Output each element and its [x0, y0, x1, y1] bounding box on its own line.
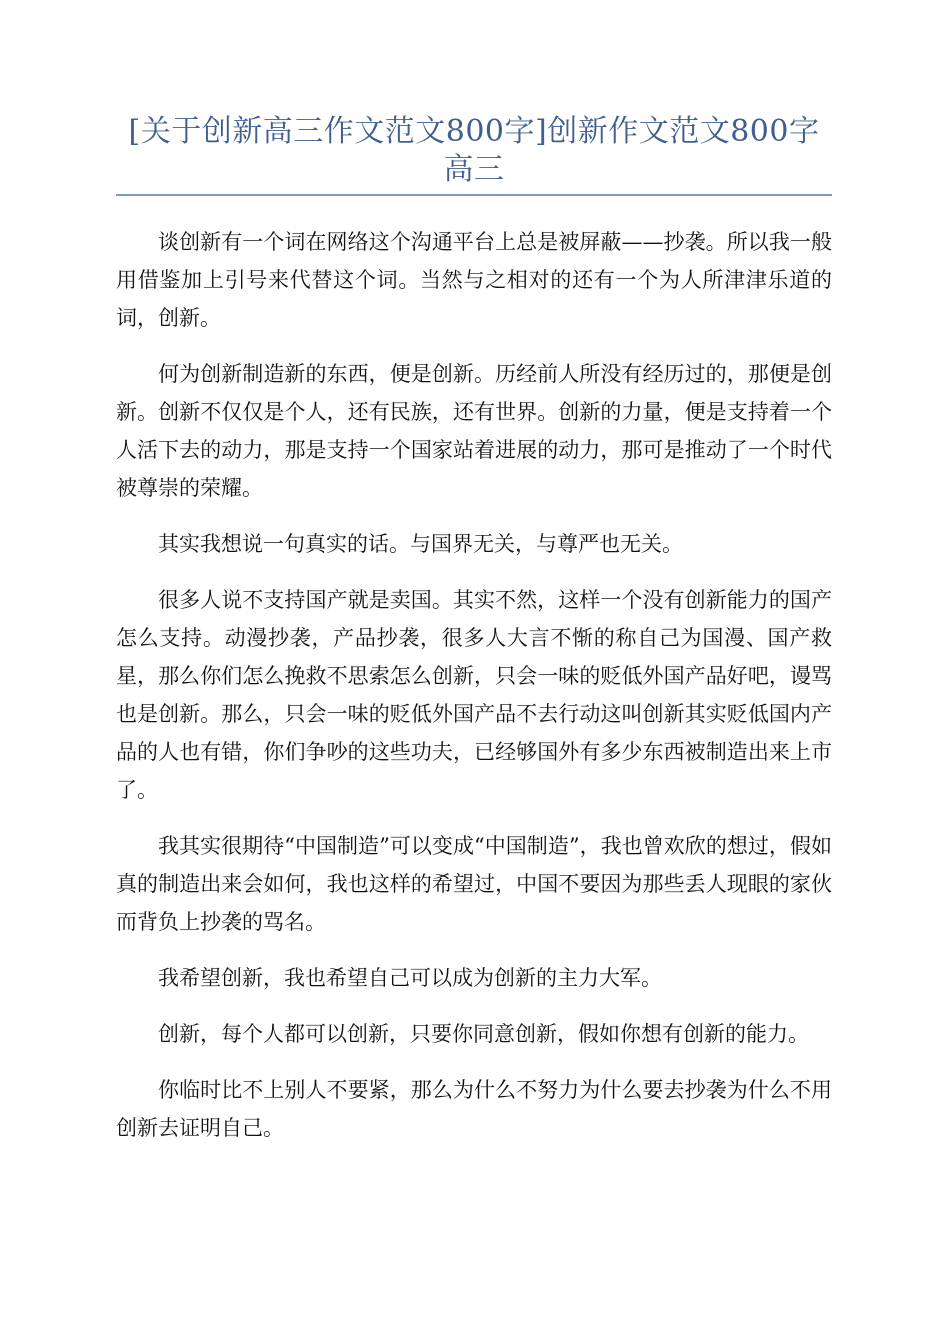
paragraph-7: 创新，每个人都可以创新，只要你同意创新，假如你想有创新的能力。: [158, 1022, 809, 1046]
paragraph-8: 你临时比不上别人不要紧，那么为什么不努力为什么要去抄袭为什么不用创新去证明自己。: [116, 1078, 832, 1140]
document-body: [116, 223, 832, 1147]
document-title: [关于创新高三作文范文800字]创新作文范文800字高三: [116, 113, 832, 196]
paragraph-6: 我希望创新，我也希望自己可以成为创新的主力大军。: [158, 966, 662, 990]
paragraph-2: 何为创新制造新的东西，便是创新。历经前人所没有经历过的，那便是创新。创新不仅仅是个人，还有民族，还有世界。创新的力量，便是支持着一个人活下去的动力，那是支持一个国家站着进展的动力，那可是推动了一个时代被尊崇的荣耀。: [116, 362, 832, 500]
paragraph-5: 我其实很期待“中国制造”可以变成“中国制造”，我也曾欢欣的想过，假如真的制造出来会如何，我也这样的希望过，中国不要因为那些丢人现眼的家伙而背负上抄袭的骂名。: [116, 834, 832, 934]
paragraph-1: 谈创新有一个词在网络这个沟通平台上总是被屏蔽——抄袭。所以我一般用借鉴加上引号来代替这个词。当然与之相对的还有一个为人所津津乐道的词，创新。: [116, 230, 832, 330]
paragraph-3: 其实我想说一句真实的话。与国界无关，与尊严也无关。: [158, 532, 683, 556]
paragraph-4: 很多人说不支持国产就是卖国。其实不然，这样一个没有创新能力的国产怎么支持。动漫抄袭，产品抄袭，很多人大言不惭的称自己为国漫、国产救星，那么你们怎么挽救不思索怎么创新，只会一味的贬低外国产品好吧，谩骂也是创新。那么，只会一味的贬低外国产品不去行动这叫创新其实贬低国内产品的人也有错，你们争吵的这些功夫，已经够国外有多少东西被制造出来上市了。: [116, 588, 832, 802]
